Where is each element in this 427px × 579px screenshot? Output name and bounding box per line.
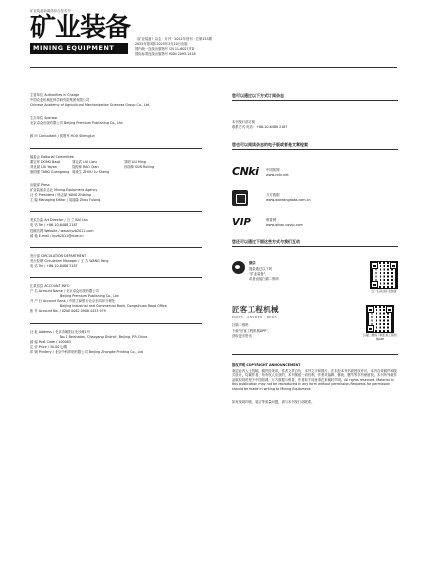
account-line: 开 户 行 Account Bank / 中国工商银行北京东四环分理处 <box>30 299 116 304</box>
consultant-line: 顾 问 Consultant / 侯胜军 HOU Shengjun <box>30 134 95 139</box>
press-line: 矿业装备杂志社 Mining Equipment Agency <box>30 188 98 193</box>
app-logo-icon: 匠客工程机械 <box>232 305 279 315</box>
consultant-section <box>30 134 202 139</box>
address-line: 邮 编 Post Code / 100083 <box>30 339 71 344</box>
address-section <box>30 330 202 355</box>
app-qr-code[interactable] <box>366 305 394 333</box>
partner-vip[interactable] <box>232 210 398 235</box>
committee-section <box>30 155 202 175</box>
website-link[interactable]: 投稿官网 Website / www.kyzb2011.com <box>30 228 94 233</box>
member-name-cn: 饶振林 <box>72 164 82 169</box>
mining-equipment-logo <box>30 14 130 52</box>
email-link[interactable]: 邮 箱 E-mail / kyzb2011@ctoe.cn <box>30 233 84 238</box>
circulation-line: 发行经理 Circulation Manager / 王 方 WANG Fang <box>30 258 109 263</box>
member-name-cn: 刘明 <box>124 159 131 164</box>
section-label: 主办单位 Sponsor <box>30 116 58 121</box>
authority-section <box>30 93 202 108</box>
member-name-cn: 刘礼武 <box>72 159 82 164</box>
account-section <box>30 284 202 315</box>
partner-url[interactable]: www.qikan.cqvip.com <box>266 222 303 227</box>
circulation-section <box>30 254 202 269</box>
address-line: 定 价 Price / 30.00元/期 <box>30 344 68 349</box>
wechat-label: 微信 <box>249 261 256 266</box>
sponsor-section <box>30 116 202 126</box>
member-name-cn: 董宝军 <box>30 159 40 164</box>
qr-caption: 扫描二维码下载匠客工程机械APP <box>363 333 397 342</box>
app-line: 获取更多资讯 <box>232 333 252 338</box>
wechat-line: 搜索通过以下的 <box>249 266 273 271</box>
app-line: 扫描二维码 <box>232 323 249 328</box>
member-name-cn: 刘亚斌 <box>30 164 40 169</box>
app-line: 下载"匠客工程机械APP"， <box>232 328 271 333</box>
member-name-cn: 周禄生 <box>72 169 82 174</box>
partner-url[interactable]: www.wanfangdata.com.cn <box>266 197 311 202</box>
member-name-cn: 唐国强 <box>30 169 40 174</box>
committee-row <box>30 170 202 175</box>
search-heading: 您也可以阅读杂志的电子版或者是文章检索 <box>232 142 308 148</box>
circulation-line: 电 话 Tel / +86-10-6488 2187 <box>30 263 78 268</box>
wechat-qr-code[interactable] <box>370 261 398 289</box>
wechat-icon <box>232 261 245 274</box>
logo-english-text: MINING EQUIPMENT <box>30 43 128 54</box>
member-name-en: LIU Yayan <box>40 164 57 169</box>
section-divider <box>30 323 202 324</box>
pub-line: 《矿业装备》杂志 · 月刊 · 2011年创刊 · 总第153期 <box>135 37 212 41</box>
section-divider <box>30 211 202 212</box>
member-name-en: DONG Baoji <box>40 159 61 164</box>
interact-heading: 您还可以通过下面这些方式与我们互动 <box>232 239 300 245</box>
copyright-heading: 版权声明 COPYRIGHT ANNOUNCEMENT <box>232 363 301 368</box>
press-section <box>30 183 202 203</box>
member-name-cn: 孙瑞坤 <box>124 164 134 169</box>
section-label: 主管单位 Authorities in Charge <box>30 93 80 97</box>
partner-cnki[interactable] <box>232 160 398 185</box>
press-line: 社 长 President / 杨志斌 YANG Zhibing <box>30 193 91 198</box>
section-divider <box>30 148 202 149</box>
member-name-en: LIU Liwu <box>82 159 97 164</box>
sponsor-name: 北京卓众出版有限公司 Beijing Premium Publishing Co., Ltd. <box>30 121 124 126</box>
partner-name: 万方数据 <box>266 193 280 198</box>
account-line: Beijing Premium Publishing Co., Ltd <box>60 294 119 299</box>
wechat-line: 或者直接扫描二维码 <box>249 277 279 282</box>
section-divider <box>30 247 202 248</box>
address-line: 印 刷 Printery / 北京中科印刷有限公司 Beijing Zhongke Printing Co., Ltd <box>30 349 143 354</box>
masthead-tagline: 矿业装备新媒体综合技术刊 <box>30 9 71 13</box>
press-line: 主 编 Managing Editor / 周福隆 Zhou Fulong <box>30 198 101 203</box>
app-tagline: PARTS · ANSWER · NEWS <box>232 314 278 319</box>
account-line: 户 名 Account Name / 北京卓众出版有限公司 <box>30 289 99 294</box>
subscribe-line: 本刊发行部订阅 <box>232 120 256 124</box>
section-label: 汇款信息 ACCOUNT INFO <box>30 283 70 288</box>
app-block <box>232 305 398 353</box>
publication-info <box>135 37 212 57</box>
partner-name: 维普网 <box>266 218 277 223</box>
section-label: 编委会 Editorial Committee <box>30 154 74 159</box>
pub-line: 国内统一连续出版物号 CN 11-6027/TD <box>135 47 195 51</box>
masthead-left-column <box>30 93 202 363</box>
wanfang-logo-icon <box>232 190 248 206</box>
section-label: 美术总监 Art Director / 白 兰 BAI Lan <box>30 218 88 223</box>
section-label: 发行部 CIRCULATION DEPARTMENT <box>30 253 87 258</box>
account-line: 账 号 Account No. / 0200 0062 0908 4433 979 <box>30 309 106 314</box>
masthead-right-column <box>232 93 398 405</box>
member-name-en: ZHOU Lu Sheng <box>82 169 110 174</box>
vip-logo-icon: VIP <box>232 217 251 229</box>
qr-caption: 扫一扫关注矿业装备 <box>371 289 397 294</box>
quality-notice: 如有发现印刷、装订等质量问题，请与本刊发行部联系。 <box>232 399 315 404</box>
member-name-en: SUN Ruiling <box>134 164 155 169</box>
address-line: No.1 Beishatan, Chaoyang District, Beijing, P.R.China <box>60 334 148 339</box>
member-name-en: LIU Ming <box>131 159 146 164</box>
authority-name-cn: 中国农业机械化科学研究院集团有限公司 <box>30 98 90 103</box>
header-divider <box>30 67 397 68</box>
cnki-logo-icon: CNki <box>232 165 259 179</box>
section-label: 出版部 Press <box>30 182 50 187</box>
wechat-block <box>232 261 398 305</box>
section-divider <box>30 277 202 278</box>
logo-chinese-text: 矿业装备 <box>30 13 131 43</box>
member-name-en: TANG Guangrong <box>40 169 70 174</box>
member-name-en: RAO Qian <box>82 164 99 169</box>
address-line: 社 址 Address / 北京市朝阳区北沙滩1号 <box>30 329 91 334</box>
partner-wanfang[interactable] <box>232 185 398 210</box>
art-section <box>30 218 202 238</box>
art-line: 电 话 Tel / +86-10-6488 2187 <box>30 223 78 228</box>
subscribe-phone: 联系方式 电话：+86-10-6488 2187 <box>232 125 288 130</box>
partner-url[interactable]: www.cnki.net <box>266 172 289 177</box>
wechat-line: "矿业装备"， <box>249 271 269 276</box>
pub-line: 国际标准连续出版物号 ISSN 2095-1418 <box>135 52 196 56</box>
pub-line: 2025年第3期 2025年3月10日出版 <box>135 42 188 46</box>
subscribe-heading: 您可以通过以下方式订阅杂志 <box>232 93 284 98</box>
authority-name-en: Chinese Academy of Agricultural Mechanization Sciences Group Co., Ltd. <box>30 103 151 108</box>
partner-name: 中国知网 <box>266 168 280 173</box>
account-line: Beijing Industrial and Commercial Bank, Dongsihuan Road Office <box>60 304 167 309</box>
copyright-text: 欢迎业内人士投稿，稿件经采用，作者文责自负，本刊文字和图片，在未经本刊书面授权许可，本刊自采稿件和版式设计，均属作者、所有权人应获的，本刊保留一切权利，作者对编辑、修改、删节等享有保留权。本刊所刊载作品版权同时授予中国知网、万方数据与维普，作者如不同意请在来稿时声明。All rights reserved. Material in this publication may not be reproduced in any form without permission.Requests for permission should be made in writing to Mining Equipment. <box>232 368 397 391</box>
